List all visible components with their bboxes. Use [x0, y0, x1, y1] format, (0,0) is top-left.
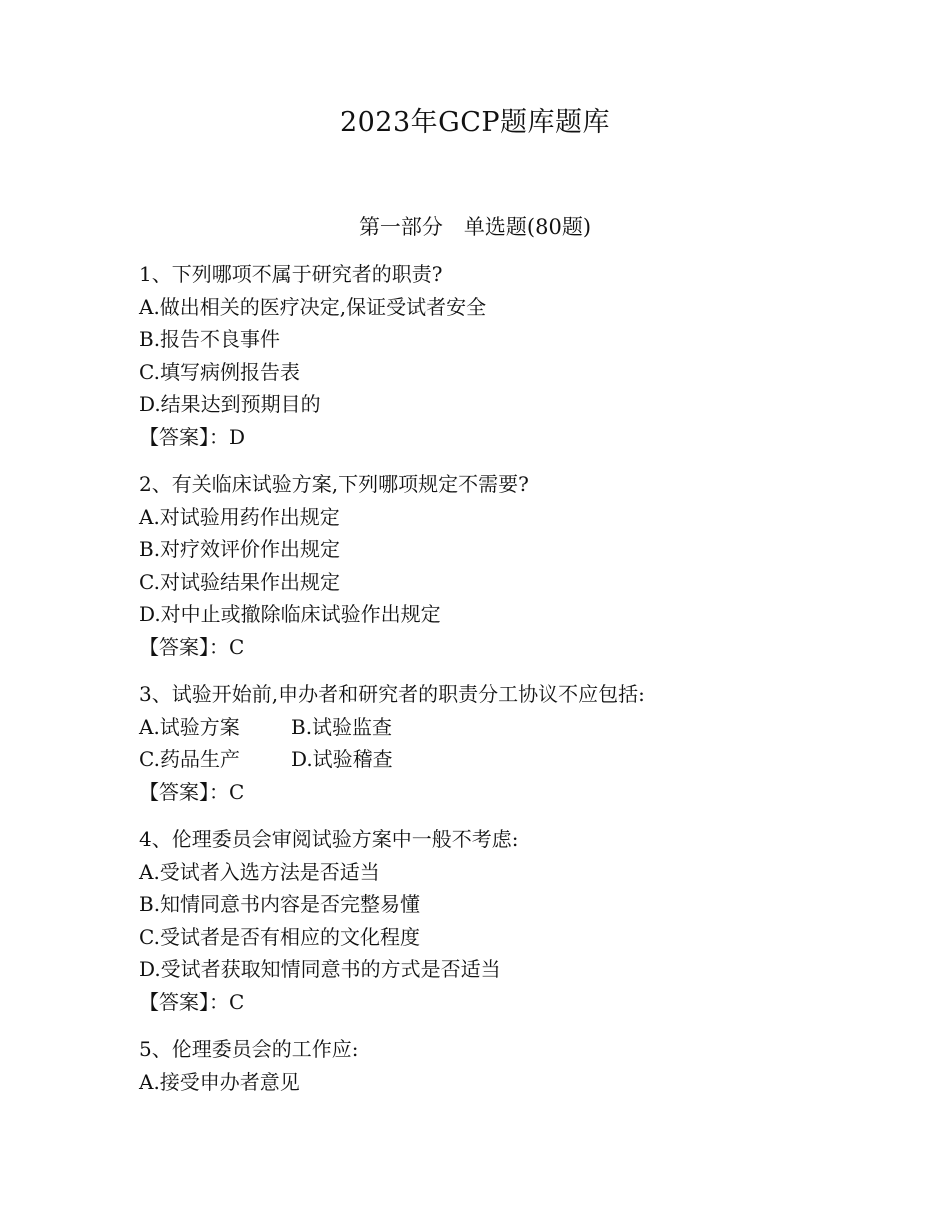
option-d: D.试验稽查: [291, 747, 393, 771]
option-b: B.对疗效评价作出规定: [139, 537, 341, 561]
answer-line: 【答案】：C: [139, 634, 245, 659]
question-stem: 3、试验开始前,申办者和研究者的职责分工协议不应包括:: [139, 682, 645, 706]
option-b: B.报告不良事件: [139, 327, 281, 351]
option-d: D.结果达到预期目的: [139, 392, 321, 416]
option-c: C.药品生产: [139, 747, 240, 771]
answer-line: 【答案】：C: [139, 989, 245, 1014]
option-c: C.受试者是否有相应的文化程度: [139, 924, 420, 949]
question-stem: 1、下列哪项不属于研究者的职责?: [139, 262, 443, 286]
question-list: [139, 258, 859, 1113]
option-a: A.试验方案: [139, 714, 240, 739]
option-c: C.对试验结果作出规定: [139, 569, 340, 594]
question-stem: 2、有关临床试验方案,下列哪项规定不需要?: [139, 472, 529, 496]
question-3: [139, 678, 859, 808]
option-a: A.接受申办者意见: [139, 1069, 300, 1094]
option-d: D.对中止或撤除临床试验作出规定: [139, 602, 441, 626]
option-c: C.填写病例报告表: [139, 359, 300, 384]
question-2: [139, 468, 859, 663]
question-5: [139, 1033, 859, 1098]
question-stem: 4、伦理委员会审阅试验方案中一般不考虑:: [139, 827, 519, 851]
question-stem: 5、伦理委员会的工作应:: [139, 1037, 359, 1061]
option-d: D.受试者获取知情同意书的方式是否适当: [139, 957, 501, 981]
option-a: A.对试验用药作出规定: [139, 504, 340, 529]
option-row: [139, 711, 859, 744]
option-b: B.知情同意书内容是否完整易懂: [139, 892, 421, 916]
section-title: 第一部分 单选题(80题): [358, 215, 592, 239]
question-1: [139, 258, 859, 453]
answer-line: 【答案】：D: [139, 424, 246, 449]
option-a: A.受试者入选方法是否适当: [139, 859, 380, 884]
option-row: [139, 743, 859, 776]
option-a: A.做出相关的医疗决定,保证受试者安全: [139, 294, 487, 319]
option-b: B.试验监查: [291, 714, 393, 739]
document-title: 2023年GCP题库题库: [339, 107, 611, 138]
question-4: [139, 823, 859, 1018]
answer-line: 【答案】：C: [139, 779, 245, 804]
